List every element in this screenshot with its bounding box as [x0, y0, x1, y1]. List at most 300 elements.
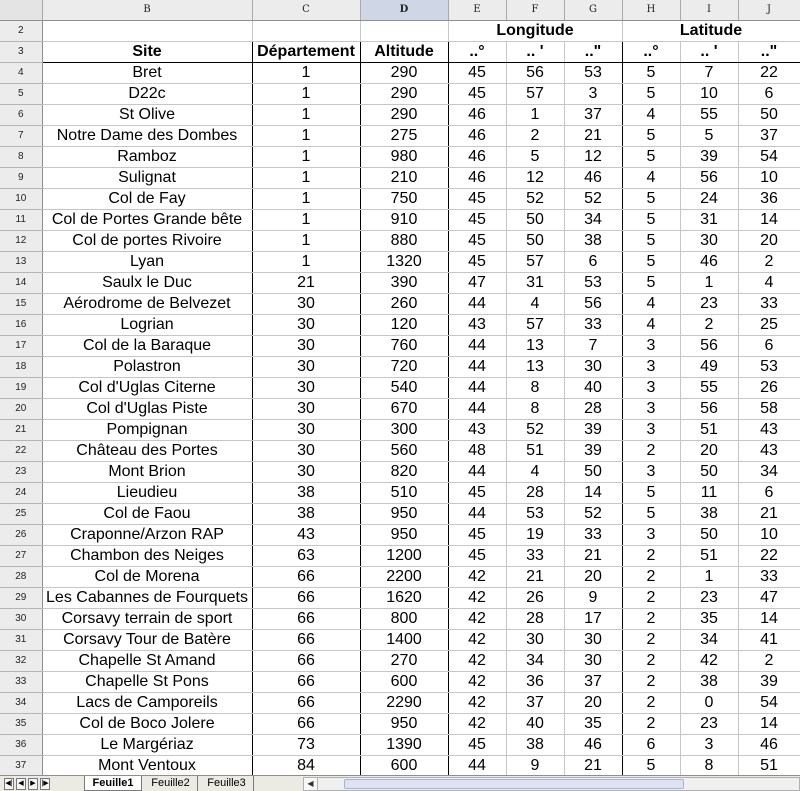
lon-degrees-cell[interactable]: 45: [448, 734, 506, 755]
departement-cell[interactable]: 66: [252, 608, 360, 629]
altitude-cell[interactable]: 290: [360, 62, 448, 83]
lat-seconds-cell[interactable]: 37: [738, 125, 800, 146]
lon-seconds-cell[interactable]: 46: [564, 734, 622, 755]
lon-seconds-cell[interactable]: 33: [564, 524, 622, 545]
lat-minutes-cell[interactable]: 55: [680, 104, 738, 125]
altitude-cell[interactable]: 290: [360, 104, 448, 125]
lat-seconds-cell[interactable]: 26: [738, 377, 800, 398]
altitude-cell[interactable]: 910: [360, 209, 448, 230]
lat-degrees-cell[interactable]: 6: [622, 734, 680, 755]
lon-seconds-cell[interactable]: 50: [564, 461, 622, 482]
lon-minutes-cell[interactable]: 57: [506, 251, 564, 272]
lon-seconds-header[interactable]: ..": [564, 41, 622, 62]
lat-minutes-cell[interactable]: 23: [680, 293, 738, 314]
lat-minutes-cell[interactable]: 34: [680, 629, 738, 650]
lon-minutes-cell[interactable]: 1: [506, 104, 564, 125]
row-header[interactable]: 37: [0, 755, 42, 776]
altitude-cell[interactable]: 880: [360, 230, 448, 251]
lat-minutes-cell[interactable]: 8: [680, 755, 738, 776]
lat-minutes-cell[interactable]: 56: [680, 398, 738, 419]
lon-minutes-cell[interactable]: 53: [506, 503, 564, 524]
lat-minutes-cell[interactable]: 23: [680, 587, 738, 608]
lat-degrees-cell[interactable]: 2: [622, 713, 680, 734]
site-cell[interactable]: Corsavy Tour de Batère: [42, 629, 252, 650]
altitude-cell[interactable]: 390: [360, 272, 448, 293]
prev-sheet-icon[interactable]: ◀: [16, 778, 26, 790]
altitude-cell[interactable]: 510: [360, 482, 448, 503]
departement-cell[interactable]: 1: [252, 146, 360, 167]
row-header[interactable]: 21: [0, 419, 42, 440]
lon-degrees-cell[interactable]: 44: [448, 356, 506, 377]
lat-minutes-cell[interactable]: 1: [680, 566, 738, 587]
lon-minutes-cell[interactable]: 13: [506, 356, 564, 377]
lon-degrees-cell[interactable]: 47: [448, 272, 506, 293]
lon-minutes-cell[interactable]: 37: [506, 692, 564, 713]
lon-degrees-cell[interactable]: 44: [448, 335, 506, 356]
lon-seconds-cell[interactable]: 39: [564, 419, 622, 440]
departement-header[interactable]: Département: [252, 41, 360, 62]
site-cell[interactable]: Col de Morena: [42, 566, 252, 587]
lon-minutes-cell[interactable]: 30: [506, 629, 564, 650]
lon-minutes-cell[interactable]: 8: [506, 398, 564, 419]
altitude-cell[interactable]: 210: [360, 167, 448, 188]
lon-seconds-cell[interactable]: 21: [564, 755, 622, 776]
lat-minutes-cell[interactable]: 35: [680, 608, 738, 629]
site-cell[interactable]: Lacs de Camporeils: [42, 692, 252, 713]
site-cell[interactable]: Col de Fay: [42, 188, 252, 209]
lon-seconds-cell[interactable]: 14: [564, 482, 622, 503]
site-cell[interactable]: Notre Dame des Dombes: [42, 125, 252, 146]
altitude-cell[interactable]: 820: [360, 461, 448, 482]
lat-seconds-cell[interactable]: 33: [738, 566, 800, 587]
site-cell[interactable]: Corsavy terrain de sport: [42, 608, 252, 629]
altitude-cell[interactable]: 300: [360, 419, 448, 440]
lat-seconds-cell[interactable]: 51: [738, 755, 800, 776]
lon-seconds-cell[interactable]: 37: [564, 104, 622, 125]
lat-degrees-cell[interactable]: 3: [622, 419, 680, 440]
site-cell[interactable]: Bret: [42, 62, 252, 83]
altitude-cell[interactable]: 2200: [360, 566, 448, 587]
site-cell[interactable]: Craponne/Arzon RAP: [42, 524, 252, 545]
lon-degrees-cell[interactable]: 46: [448, 104, 506, 125]
row-header[interactable]: 29: [0, 587, 42, 608]
lat-seconds-cell[interactable]: 43: [738, 440, 800, 461]
site-cell[interactable]: Chapelle St Pons: [42, 671, 252, 692]
lon-minutes-cell[interactable]: 57: [506, 83, 564, 104]
lat-degrees-cell[interactable]: 5: [622, 503, 680, 524]
departement-cell[interactable]: 1: [252, 125, 360, 146]
site-cell[interactable]: Logrian: [42, 314, 252, 335]
lat-degrees-cell[interactable]: 3: [622, 398, 680, 419]
altitude-cell[interactable]: 1390: [360, 734, 448, 755]
departement-cell[interactable]: 66: [252, 671, 360, 692]
row-header[interactable]: 17: [0, 335, 42, 356]
lat-seconds-cell[interactable]: 4: [738, 272, 800, 293]
altitude-cell[interactable]: 275: [360, 125, 448, 146]
lon-minutes-header[interactable]: .. ': [506, 41, 564, 62]
cell-B2[interactable]: [42, 20, 252, 41]
lat-degrees-cell[interactable]: 2: [622, 608, 680, 629]
lat-minutes-cell[interactable]: 24: [680, 188, 738, 209]
site-header[interactable]: Site: [42, 41, 252, 62]
altitude-cell[interactable]: 760: [360, 335, 448, 356]
lon-minutes-cell[interactable]: 51: [506, 440, 564, 461]
lon-minutes-cell[interactable]: 50: [506, 230, 564, 251]
lon-degrees-cell[interactable]: 42: [448, 713, 506, 734]
lat-seconds-cell[interactable]: 14: [738, 608, 800, 629]
lat-degrees-cell[interactable]: 2: [622, 440, 680, 461]
site-cell[interactable]: Col d'Uglas Citerne: [42, 377, 252, 398]
row-header[interactable]: 10: [0, 188, 42, 209]
lon-degrees-cell[interactable]: 45: [448, 482, 506, 503]
cell-C2[interactable]: [252, 20, 360, 41]
lat-seconds-cell[interactable]: 6: [738, 83, 800, 104]
lon-seconds-cell[interactable]: 38: [564, 230, 622, 251]
row-header[interactable]: 15: [0, 293, 42, 314]
column-header-c[interactable]: C: [252, 0, 360, 20]
lon-seconds-cell[interactable]: 35: [564, 713, 622, 734]
row-header[interactable]: 16: [0, 314, 42, 335]
altitude-cell[interactable]: 950: [360, 524, 448, 545]
lat-seconds-cell[interactable]: 54: [738, 692, 800, 713]
lon-degrees-cell[interactable]: 45: [448, 524, 506, 545]
lat-degrees-cell[interactable]: 5: [622, 755, 680, 776]
site-cell[interactable]: Polastron: [42, 356, 252, 377]
lat-seconds-cell[interactable]: 2: [738, 251, 800, 272]
lon-degrees-cell[interactable]: 45: [448, 188, 506, 209]
lat-minutes-cell[interactable]: 46: [680, 251, 738, 272]
lat-seconds-cell[interactable]: 58: [738, 398, 800, 419]
lat-minutes-cell[interactable]: 39: [680, 146, 738, 167]
lat-minutes-cell[interactable]: 50: [680, 461, 738, 482]
site-cell[interactable]: Les Cabannes de Fourquets: [42, 587, 252, 608]
lat-degrees-cell[interactable]: 5: [622, 251, 680, 272]
column-header-f[interactable]: F: [506, 0, 564, 20]
lon-seconds-cell[interactable]: 46: [564, 167, 622, 188]
lat-seconds-cell[interactable]: 53: [738, 356, 800, 377]
lon-degrees-cell[interactable]: 45: [448, 251, 506, 272]
lon-degrees-header[interactable]: ..°: [448, 41, 506, 62]
lat-degrees-cell[interactable]: 2: [622, 650, 680, 671]
departement-cell[interactable]: 66: [252, 713, 360, 734]
lon-seconds-cell[interactable]: 9: [564, 587, 622, 608]
scrollbar-thumb[interactable]: [344, 779, 684, 789]
lat-minutes-cell[interactable]: 38: [680, 671, 738, 692]
row-header[interactable]: 30: [0, 608, 42, 629]
lat-seconds-cell[interactable]: 2: [738, 650, 800, 671]
scroll-left-icon[interactable]: ◀: [304, 778, 318, 790]
altitude-cell[interactable]: 560: [360, 440, 448, 461]
departement-cell[interactable]: 30: [252, 440, 360, 461]
lat-seconds-cell[interactable]: 10: [738, 524, 800, 545]
lon-minutes-cell[interactable]: 5: [506, 146, 564, 167]
lon-degrees-cell[interactable]: 42: [448, 587, 506, 608]
row-header[interactable]: 32: [0, 650, 42, 671]
column-header-b[interactable]: B: [42, 0, 252, 20]
site-cell[interactable]: Lieudieu: [42, 482, 252, 503]
lon-degrees-cell[interactable]: 46: [448, 125, 506, 146]
departement-cell[interactable]: 1: [252, 230, 360, 251]
lat-minutes-cell[interactable]: 51: [680, 545, 738, 566]
lat-minutes-header[interactable]: .. ': [680, 41, 738, 62]
lon-degrees-cell[interactable]: 46: [448, 146, 506, 167]
lat-degrees-cell[interactable]: 2: [622, 629, 680, 650]
lat-degrees-cell[interactable]: 3: [622, 524, 680, 545]
lat-seconds-cell[interactable]: 50: [738, 104, 800, 125]
departement-cell[interactable]: 66: [252, 650, 360, 671]
altitude-cell[interactable]: 290: [360, 83, 448, 104]
lon-seconds-cell[interactable]: 30: [564, 650, 622, 671]
lat-seconds-cell[interactable]: 6: [738, 482, 800, 503]
row-header[interactable]: 9: [0, 167, 42, 188]
departement-cell[interactable]: 66: [252, 587, 360, 608]
lon-minutes-cell[interactable]: 50: [506, 209, 564, 230]
lat-minutes-cell[interactable]: 7: [680, 62, 738, 83]
lon-seconds-cell[interactable]: 6: [564, 251, 622, 272]
lat-seconds-cell[interactable]: 36: [738, 188, 800, 209]
lat-minutes-cell[interactable]: 38: [680, 503, 738, 524]
departement-cell[interactable]: 30: [252, 398, 360, 419]
lat-seconds-cell[interactable]: 43: [738, 419, 800, 440]
departement-cell[interactable]: 66: [252, 629, 360, 650]
lon-seconds-cell[interactable]: 40: [564, 377, 622, 398]
lat-degrees-cell[interactable]: 3: [622, 356, 680, 377]
lon-seconds-cell[interactable]: 21: [564, 125, 622, 146]
lat-seconds-cell[interactable]: 33: [738, 293, 800, 314]
site-cell[interactable]: Col de la Baraque: [42, 335, 252, 356]
lon-seconds-cell[interactable]: 53: [564, 272, 622, 293]
lon-degrees-cell[interactable]: 42: [448, 608, 506, 629]
lon-minutes-cell[interactable]: 38: [506, 734, 564, 755]
lat-seconds-cell[interactable]: 22: [738, 545, 800, 566]
lon-degrees-cell[interactable]: 42: [448, 629, 506, 650]
lat-seconds-cell[interactable]: 14: [738, 209, 800, 230]
lat-seconds-cell[interactable]: 46: [738, 734, 800, 755]
lon-degrees-cell[interactable]: 43: [448, 314, 506, 335]
lat-degrees-cell[interactable]: 2: [622, 566, 680, 587]
lat-degrees-cell[interactable]: 4: [622, 314, 680, 335]
departement-cell[interactable]: 1: [252, 251, 360, 272]
lat-degrees-cell[interactable]: 5: [622, 146, 680, 167]
lon-minutes-cell[interactable]: 52: [506, 188, 564, 209]
lon-minutes-cell[interactable]: 28: [506, 608, 564, 629]
lat-minutes-cell[interactable]: 11: [680, 482, 738, 503]
site-cell[interactable]: Le Margériaz: [42, 734, 252, 755]
lon-minutes-cell[interactable]: 26: [506, 587, 564, 608]
site-cell[interactable]: D22c: [42, 83, 252, 104]
lon-degrees-cell[interactable]: 42: [448, 566, 506, 587]
departement-cell[interactable]: 1: [252, 83, 360, 104]
lon-seconds-cell[interactable]: 3: [564, 83, 622, 104]
lon-seconds-cell[interactable]: 28: [564, 398, 622, 419]
lat-degrees-cell[interactable]: 4: [622, 293, 680, 314]
lon-degrees-cell[interactable]: 44: [448, 398, 506, 419]
lon-degrees-cell[interactable]: 45: [448, 545, 506, 566]
departement-cell[interactable]: 1: [252, 62, 360, 83]
lon-seconds-cell[interactable]: 20: [564, 566, 622, 587]
altitude-cell[interactable]: 800: [360, 608, 448, 629]
row-header[interactable]: 14: [0, 272, 42, 293]
site-cell[interactable]: Col d'Uglas Piste: [42, 398, 252, 419]
row-header[interactable]: 36: [0, 734, 42, 755]
lon-degrees-cell[interactable]: 42: [448, 692, 506, 713]
altitude-cell[interactable]: 1320: [360, 251, 448, 272]
lat-minutes-cell[interactable]: 49: [680, 356, 738, 377]
site-cell[interactable]: Saulx le Duc: [42, 272, 252, 293]
lon-minutes-cell[interactable]: 2: [506, 125, 564, 146]
lon-minutes-cell[interactable]: 34: [506, 650, 564, 671]
lat-minutes-cell[interactable]: 10: [680, 83, 738, 104]
first-sheet-icon[interactable]: ◀|: [4, 778, 14, 790]
lat-seconds-cell[interactable]: 14: [738, 713, 800, 734]
lat-minutes-cell[interactable]: 56: [680, 167, 738, 188]
departement-cell[interactable]: 1: [252, 188, 360, 209]
lon-seconds-cell[interactable]: 7: [564, 335, 622, 356]
site-cell[interactable]: Col de Portes Grande bête: [42, 209, 252, 230]
row-header[interactable]: 13: [0, 251, 42, 272]
altitude-cell[interactable]: 120: [360, 314, 448, 335]
row-header[interactable]: 20: [0, 398, 42, 419]
site-cell[interactable]: Sulignat: [42, 167, 252, 188]
lon-degrees-cell[interactable]: 45: [448, 230, 506, 251]
departement-cell[interactable]: 30: [252, 335, 360, 356]
site-cell[interactable]: Mont Ventoux: [42, 755, 252, 776]
altitude-cell[interactable]: 980: [360, 146, 448, 167]
lat-degrees-cell[interactable]: 2: [622, 671, 680, 692]
lat-degrees-cell[interactable]: 3: [622, 377, 680, 398]
lat-degrees-cell[interactable]: 5: [622, 188, 680, 209]
lat-seconds-cell[interactable]: 39: [738, 671, 800, 692]
row-header[interactable]: 11: [0, 209, 42, 230]
lat-degrees-cell[interactable]: 4: [622, 104, 680, 125]
column-header-g[interactable]: G: [564, 0, 622, 20]
next-sheet-icon[interactable]: ▶: [28, 778, 38, 790]
lon-seconds-cell[interactable]: 39: [564, 440, 622, 461]
lat-minutes-cell[interactable]: 5: [680, 125, 738, 146]
lat-degrees-header[interactable]: ..°: [622, 41, 680, 62]
departement-cell[interactable]: 21: [252, 272, 360, 293]
altitude-cell[interactable]: 1200: [360, 545, 448, 566]
lon-seconds-cell[interactable]: 12: [564, 146, 622, 167]
lat-degrees-cell[interactable]: 3: [622, 335, 680, 356]
lat-seconds-cell[interactable]: 34: [738, 461, 800, 482]
site-cell[interactable]: Château des Portes: [42, 440, 252, 461]
column-header-d[interactable]: D: [360, 0, 448, 20]
altitude-cell[interactable]: 670: [360, 398, 448, 419]
altitude-cell[interactable]: 270: [360, 650, 448, 671]
row-header[interactable]: 23: [0, 461, 42, 482]
site-cell[interactable]: Pompignan: [42, 419, 252, 440]
lon-seconds-cell[interactable]: 20: [564, 692, 622, 713]
lon-degrees-cell[interactable]: 42: [448, 671, 506, 692]
altitude-cell[interactable]: 950: [360, 713, 448, 734]
departement-cell[interactable]: 30: [252, 377, 360, 398]
lon-minutes-cell[interactable]: 12: [506, 167, 564, 188]
lat-minutes-cell[interactable]: 2: [680, 314, 738, 335]
column-header-j[interactable]: J: [738, 0, 800, 20]
lat-minutes-cell[interactable]: 56: [680, 335, 738, 356]
departement-cell[interactable]: 38: [252, 503, 360, 524]
lat-minutes-cell[interactable]: 30: [680, 230, 738, 251]
lat-minutes-cell[interactable]: 31: [680, 209, 738, 230]
altitude-cell[interactable]: 540: [360, 377, 448, 398]
lat-minutes-cell[interactable]: 55: [680, 377, 738, 398]
departement-cell[interactable]: 43: [252, 524, 360, 545]
altitude-cell[interactable]: 750: [360, 188, 448, 209]
altitude-cell[interactable]: 950: [360, 503, 448, 524]
lon-minutes-cell[interactable]: 33: [506, 545, 564, 566]
site-cell[interactable]: Col de Faou: [42, 503, 252, 524]
row-header[interactable]: 26: [0, 524, 42, 545]
row-header[interactable]: 31: [0, 629, 42, 650]
lon-seconds-cell[interactable]: 56: [564, 293, 622, 314]
lon-seconds-cell[interactable]: 53: [564, 62, 622, 83]
site-cell[interactable]: Chambon des Neiges: [42, 545, 252, 566]
departement-cell[interactable]: 30: [252, 419, 360, 440]
departement-cell[interactable]: 66: [252, 566, 360, 587]
site-cell[interactable]: Aérodrome de Belvezet: [42, 293, 252, 314]
departement-cell[interactable]: 30: [252, 356, 360, 377]
row-header[interactable]: 27: [0, 545, 42, 566]
lon-degrees-cell[interactable]: 44: [448, 503, 506, 524]
row-header[interactable]: 28: [0, 566, 42, 587]
lat-seconds-cell[interactable]: 6: [738, 335, 800, 356]
lat-seconds-cell[interactable]: 20: [738, 230, 800, 251]
row-header[interactable]: 25: [0, 503, 42, 524]
departement-cell[interactable]: 73: [252, 734, 360, 755]
row-header[interactable]: 2: [0, 20, 42, 41]
altitude-cell[interactable]: 600: [360, 671, 448, 692]
lon-seconds-cell[interactable]: 21: [564, 545, 622, 566]
column-header-h[interactable]: H: [622, 0, 680, 20]
lon-degrees-cell[interactable]: 45: [448, 83, 506, 104]
lon-seconds-cell[interactable]: 52: [564, 503, 622, 524]
lon-minutes-cell[interactable]: 40: [506, 713, 564, 734]
lat-seconds-cell[interactable]: 10: [738, 167, 800, 188]
row-header[interactable]: 35: [0, 713, 42, 734]
lon-degrees-cell[interactable]: 46: [448, 167, 506, 188]
lat-degrees-cell[interactable]: 5: [622, 83, 680, 104]
lon-seconds-cell[interactable]: 33: [564, 314, 622, 335]
row-header[interactable]: 33: [0, 671, 42, 692]
lat-minutes-cell[interactable]: 51: [680, 419, 738, 440]
site-cell[interactable]: Mont Brion: [42, 461, 252, 482]
lat-degrees-cell[interactable]: 5: [622, 62, 680, 83]
tab-feuille2[interactable]: Feuille2: [144, 776, 198, 791]
lat-degrees-cell[interactable]: 2: [622, 692, 680, 713]
lat-seconds-cell[interactable]: 21: [738, 503, 800, 524]
lat-degrees-cell[interactable]: 5: [622, 230, 680, 251]
departement-cell[interactable]: 1: [252, 167, 360, 188]
lon-seconds-cell[interactable]: 30: [564, 356, 622, 377]
column-header-i[interactable]: I: [680, 0, 738, 20]
lon-minutes-cell[interactable]: 13: [506, 335, 564, 356]
lat-seconds-cell[interactable]: 54: [738, 146, 800, 167]
column-header-e[interactable]: E: [448, 0, 506, 20]
lon-minutes-cell[interactable]: 28: [506, 482, 564, 503]
altitude-cell[interactable]: 2290: [360, 692, 448, 713]
departement-cell[interactable]: 1: [252, 104, 360, 125]
lat-degrees-cell[interactable]: 3: [622, 461, 680, 482]
lat-seconds-cell[interactable]: 25: [738, 314, 800, 335]
lat-minutes-cell[interactable]: 42: [680, 650, 738, 671]
lat-minutes-cell[interactable]: 0: [680, 692, 738, 713]
lon-minutes-cell[interactable]: 21: [506, 566, 564, 587]
lon-minutes-cell[interactable]: 52: [506, 419, 564, 440]
lat-seconds-cell[interactable]: 47: [738, 587, 800, 608]
lat-seconds-cell[interactable]: 41: [738, 629, 800, 650]
lon-degrees-cell[interactable]: 48: [448, 440, 506, 461]
